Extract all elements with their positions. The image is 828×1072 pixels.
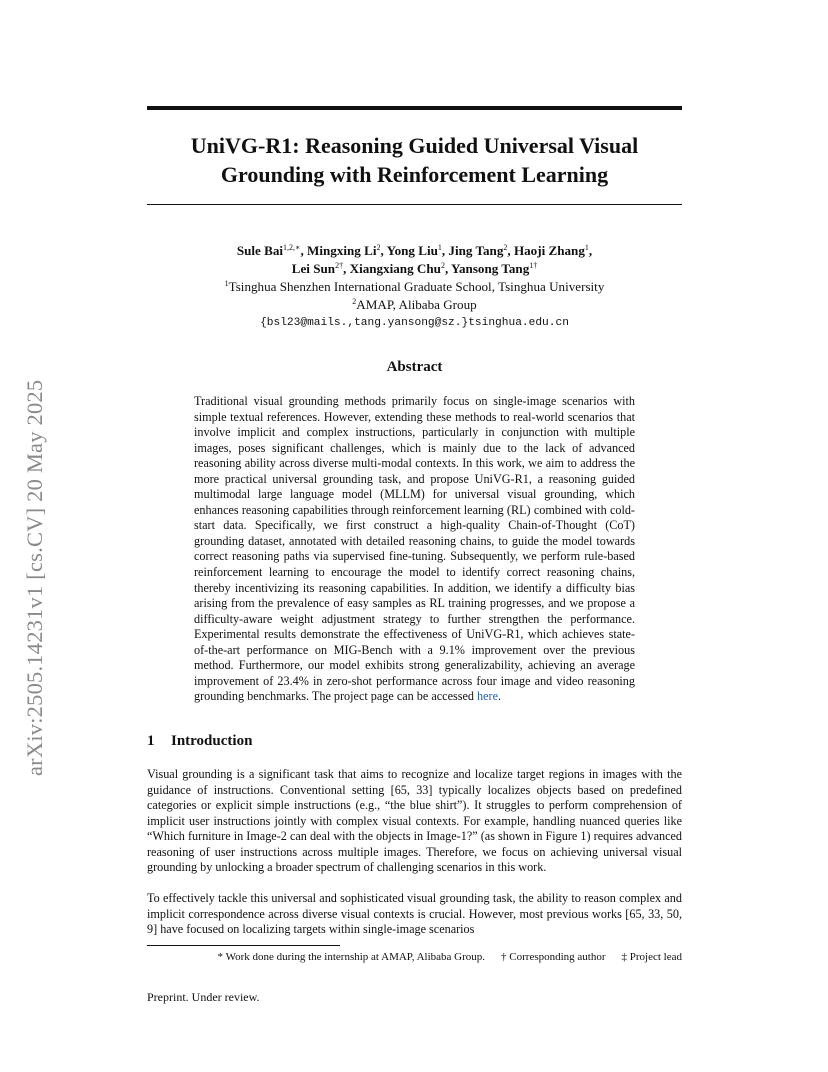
author-email: {bsl23@mails.,tang.yansong@sz.}tsinghua.edu.cn xyxy=(260,317,569,329)
title-bottom-rule xyxy=(147,204,682,205)
author-affiliation-mark: 1 xyxy=(584,243,589,252)
introduction-paragraph-1: Visual grounding is a significant task that aims to recognize and localize target regions in images with the guidance of instructions. Conventional setting [65, 33] typically localizes objects based on predefined categories or explicit simple instructions (e.g., “the blue shirt”). It struggles to perform comprehension of implicit user instructions jointly with complex visual contexts. For example, handling nuanced queries like “Which furniture in Image-2 can deal with the objects in Image-1?” (as shown in Figure 1) requires advanced reasoning of user instructions across multiple images. Therefore, we focus on achieving universal visual grounding by unlocking a broader spectrum of challenging scenarios in this work. xyxy=(147,767,682,875)
footnote-internship: * Work done during the internship at AMAP, Alibaba Group. xyxy=(217,951,486,963)
author-affiliation-mark: 1† xyxy=(529,261,538,270)
author-names-line-2: Lei Sun$^{2\dagger}$, Xiangxiang Chu$^2$, Yansong Tang$^{1\dagger}$ xyxy=(291,261,538,276)
author-block xyxy=(147,242,682,332)
author-name: Lei Sun xyxy=(291,261,336,276)
title-line-1: UniVG-R1: Reasoning Guided Universal Visual xyxy=(190,133,639,158)
author-names-line-1: Sule Bai$^{1,2,∗}$, Mingxing Li$^2$, Yong Liu$^1$, Jing Tang$^2$, Haoji Zhang$^1$, xyxy=(236,243,593,258)
author-name: Yansong Tang xyxy=(451,261,530,276)
paper-title xyxy=(147,131,682,189)
footnote-project-lead: ‡ Project lead xyxy=(621,951,682,963)
introduction-paragraph-2: To effectively tackle this universal and sophisticated visual grounding task, the ability to reason complex and implicit correspondence across diverse visual contexts is crucial. However, most previous works [65, 33, 50, 9] have focused on localizing targets within single-image scenarios xyxy=(147,891,682,937)
abstract-heading: Abstract xyxy=(386,359,443,375)
author-affiliation-mark: 2 xyxy=(376,243,381,252)
section-number: 1 xyxy=(147,733,155,749)
author-name: Xiangxiang Chu xyxy=(349,261,441,276)
author-name: Haoji Zhang xyxy=(513,243,585,258)
author-name: Jing Tang xyxy=(448,243,504,258)
title-line-2: Grounding with Reinforcement Learning xyxy=(220,162,609,187)
footnote-separator xyxy=(147,945,340,946)
project-page-link[interactable]: here xyxy=(477,689,499,704)
footnotes xyxy=(147,950,682,964)
preprint-notice: Preprint. Under review. xyxy=(147,990,260,1004)
title-top-rule xyxy=(147,106,682,110)
author-name: Mingxing Li xyxy=(307,243,377,258)
author-affiliation-mark: 1,2,∗ xyxy=(283,243,301,252)
author-name: Yong Liu xyxy=(386,243,438,258)
author-affiliation-mark: 1 xyxy=(437,243,442,252)
author-name: Sule Bai xyxy=(236,243,284,258)
section-title: Introduction xyxy=(171,733,253,749)
author-affiliation-mark: 2 xyxy=(440,261,445,270)
author-affiliation-mark: 2 xyxy=(503,243,508,252)
author-affiliation-mark: 2† xyxy=(335,261,344,270)
affiliation-2: $^2$AMAP, Alibaba Group xyxy=(352,297,477,312)
arxiv-identifier: arXiv:2505.14231v1 [cs.CV] 20 May 2025 xyxy=(22,379,47,776)
footnote-corresponding-author: † Corresponding author xyxy=(501,951,606,963)
section-heading-introduction xyxy=(147,733,252,750)
abstract-text: Traditional visual grounding methods primarily focus on single-image scenarios with simple textual references. However, extending these methods to real-world scenarios that involve implicit and complex instructions, particularly in conjunction with multiple images, poses significant challenges, which is mainly due to the lack of advanced reasoning ability across diverse multi-modal contexts. In this work, we aim to address the more practical universal grounding task, and propose UniVG-R1, a reasoning guided multimodal large language model (MLLM) for universal visual grounding, which enhances reasoning capabilities through reinforcement learning (RL) combined with cold-start data. Specifically, we first construct a high-quality Chain-of-Thought (CoT) grounding dataset, annotated with detailed reasoning chains, to guide the model towards correct reasoning paths via supervised fine-tuning. Subsequently, we perform rule-based reinforcement learning to encourage the model to identify correct reasoning chains, thereby incentivizing its reasoning capabilities. In addition, we identify a difficulty bias arising from the prevalence of easy samples as RL training progresses, and we propose a difficulty-aware weight adjustment strategy to further strengthen the performance. Experimental results demonstrate the effectiveness of UniVG-R1, which achieves state-of-the-art performance on MIG-Bench with a 9.1% improvement over the previous method. Furthermore, our model exhibits strong generalizability, achieving an average improvement of 23.4% in zero-shot performance across four image and video reasoning grounding benchmarks. The project page can be accessed here. xyxy=(194,394,635,704)
affiliation-1: $^1$Tsinghua Shenzhen International Graduate School, Tsinghua University xyxy=(224,279,605,294)
